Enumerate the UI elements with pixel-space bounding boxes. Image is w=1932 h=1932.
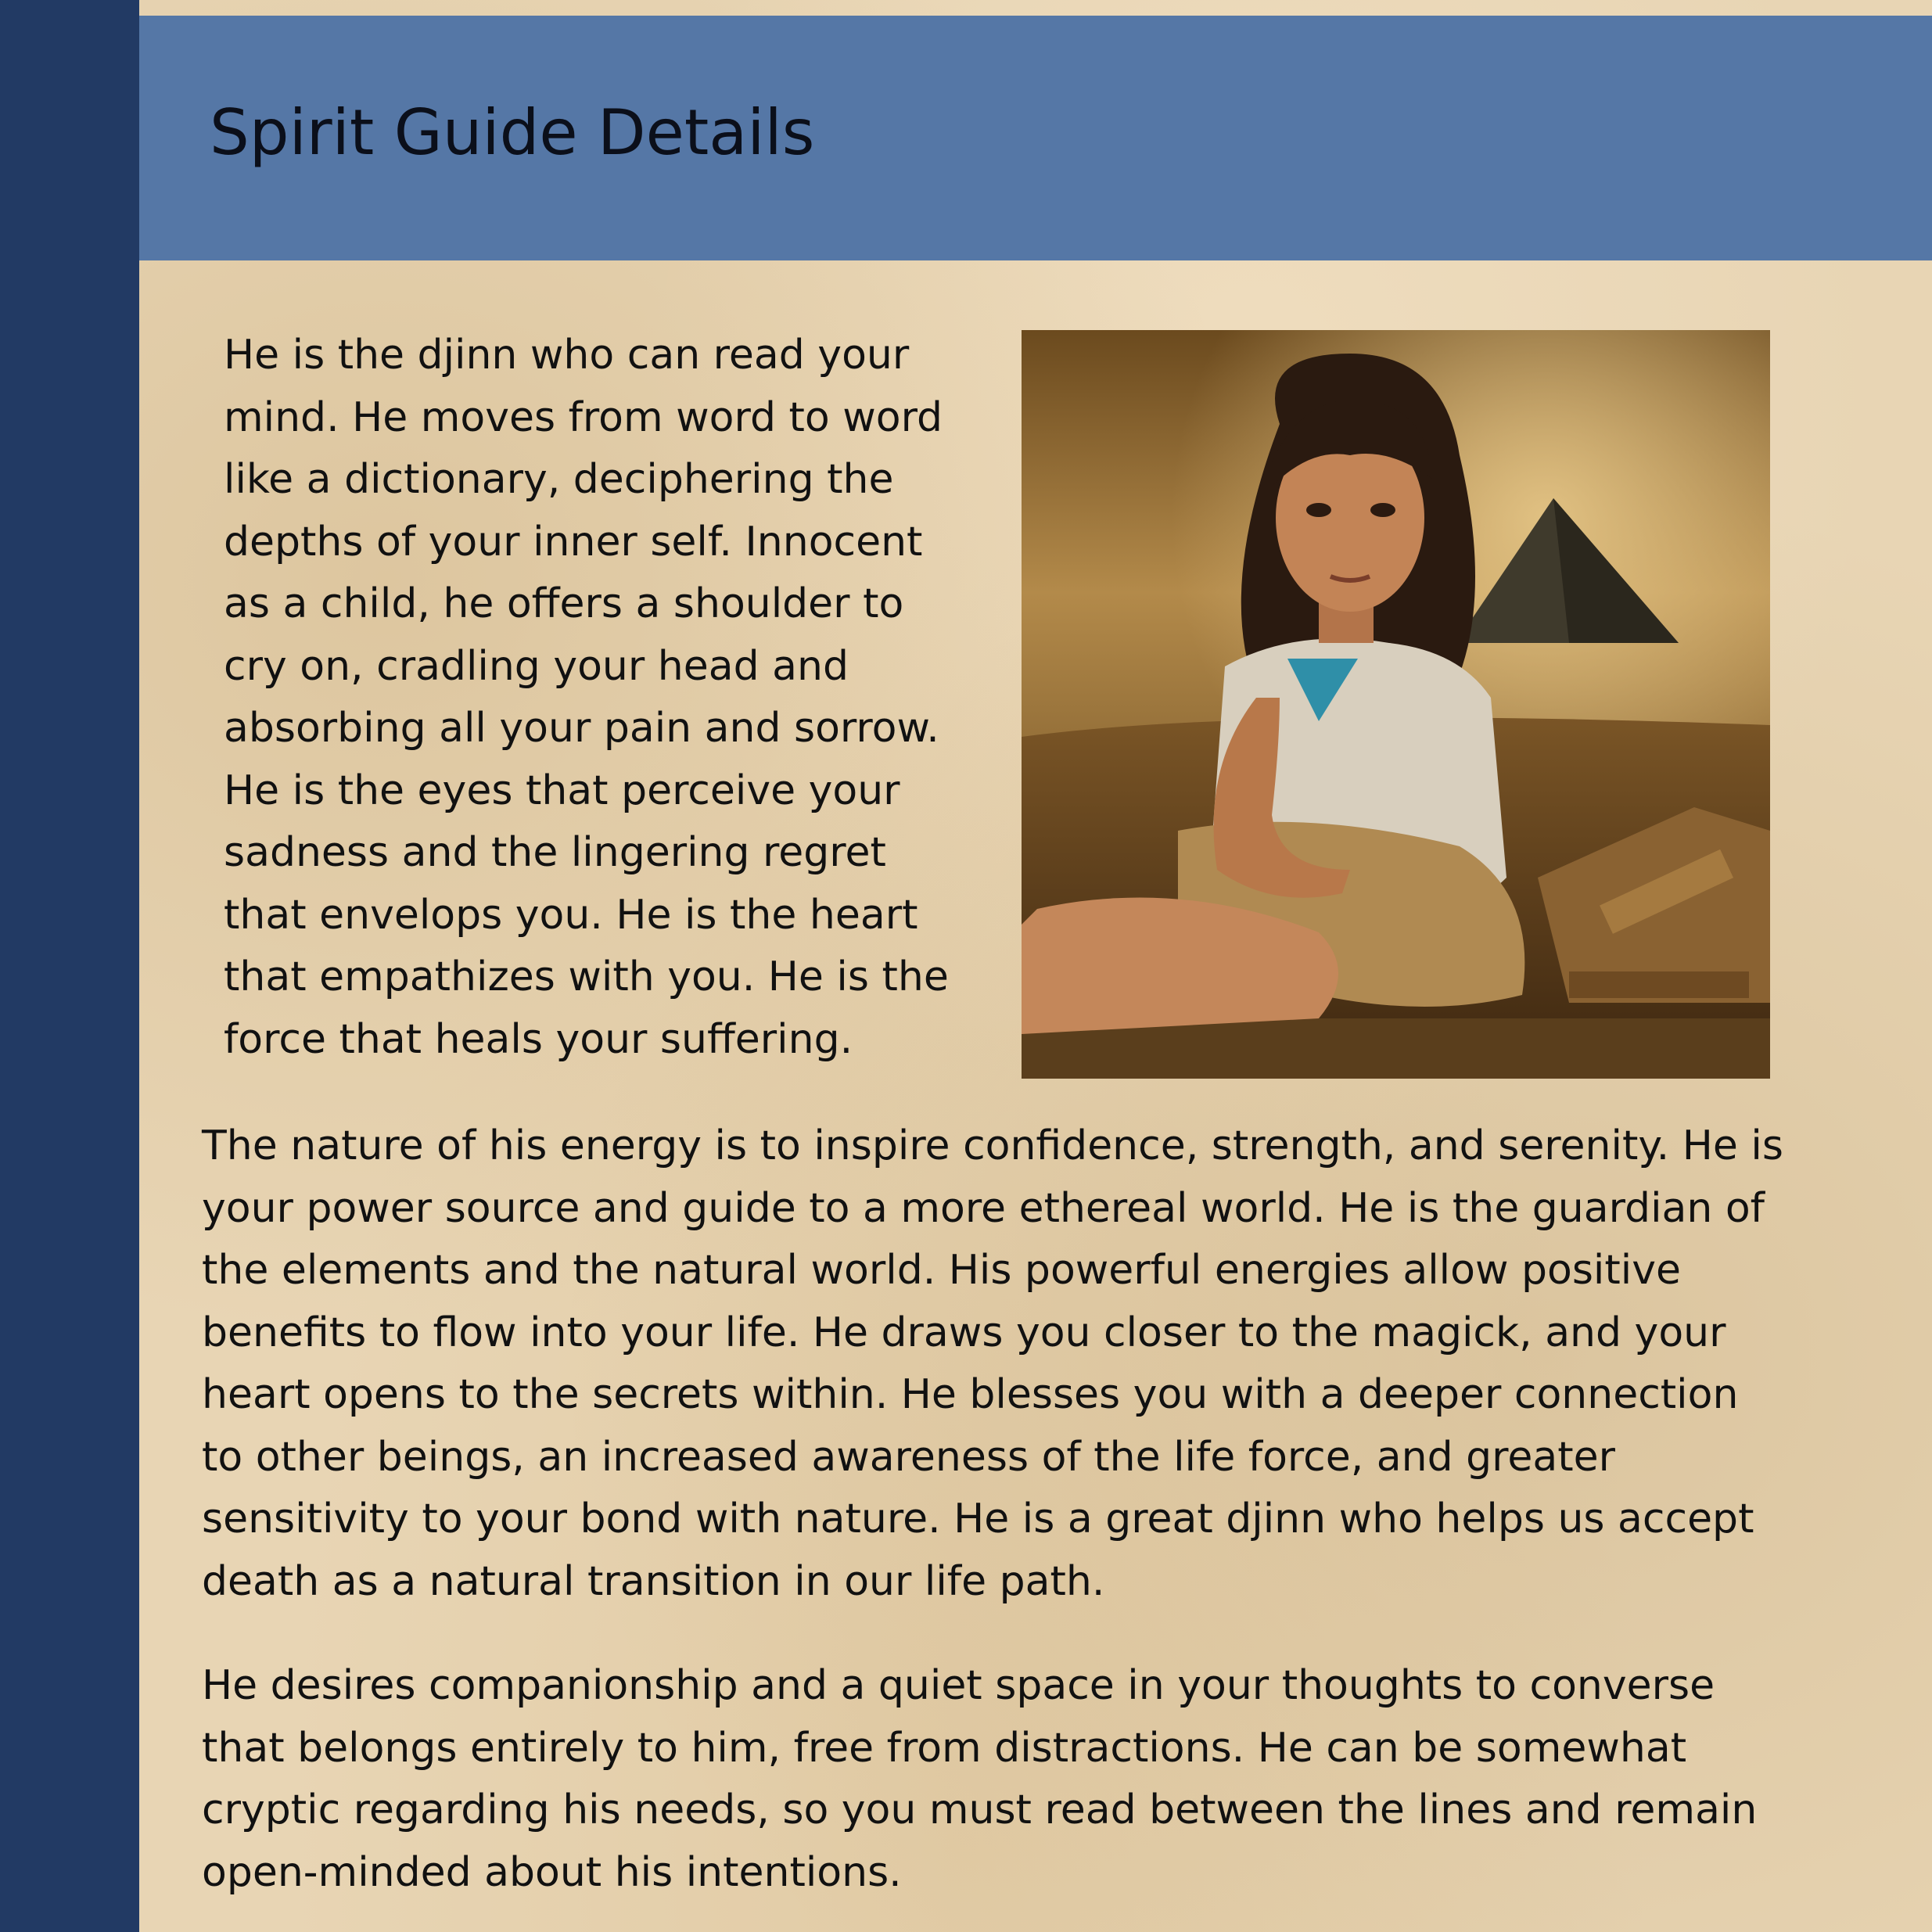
desires-paragraph: He desires companionship and a quiet space in your thoughts to converse that belongs entirely to him, free from distractions. He can be somewhat cryptic regarding his needs, so you must read between the lines and remain open-minded about his intentions. <box>202 1662 1758 1896</box>
portrait-image <box>1022 330 1770 1079</box>
energy-paragraph: The nature of his energy is to inspire confidence, strength, and serenity. He is your power source and guide to a more ethereal world. He is the guardian of the elements and the natural world. His powerful energies allow positive benefits to flow into your life. He draws you closer to the magick, and your heart opens to the secrets within. He blesses you with a deeper connection to other beings, an increased awareness of the life force, and greater sensitivity to your bond with nature. He is a great djinn who helps us accept death as a natural transition in our life path. <box>202 1122 1783 1605</box>
page-header <box>139 16 1932 260</box>
left-sidebar-strip <box>0 0 139 1932</box>
intro-paragraph: He is the djinn who can read your mind. He moves from word to word like a dictionary, deciphering the depths of your inner self. Innocent as a child, he offers a shoulder to cry on, cradling your head and absorbing all your pain and sorrow. He is the eyes that perceive your sadness and the lingering regret that envelops you. He is the heart that empathizes with you. He is the force that heals your suffering. <box>224 332 949 1063</box>
page-title: Spirit Guide Details <box>210 96 815 169</box>
